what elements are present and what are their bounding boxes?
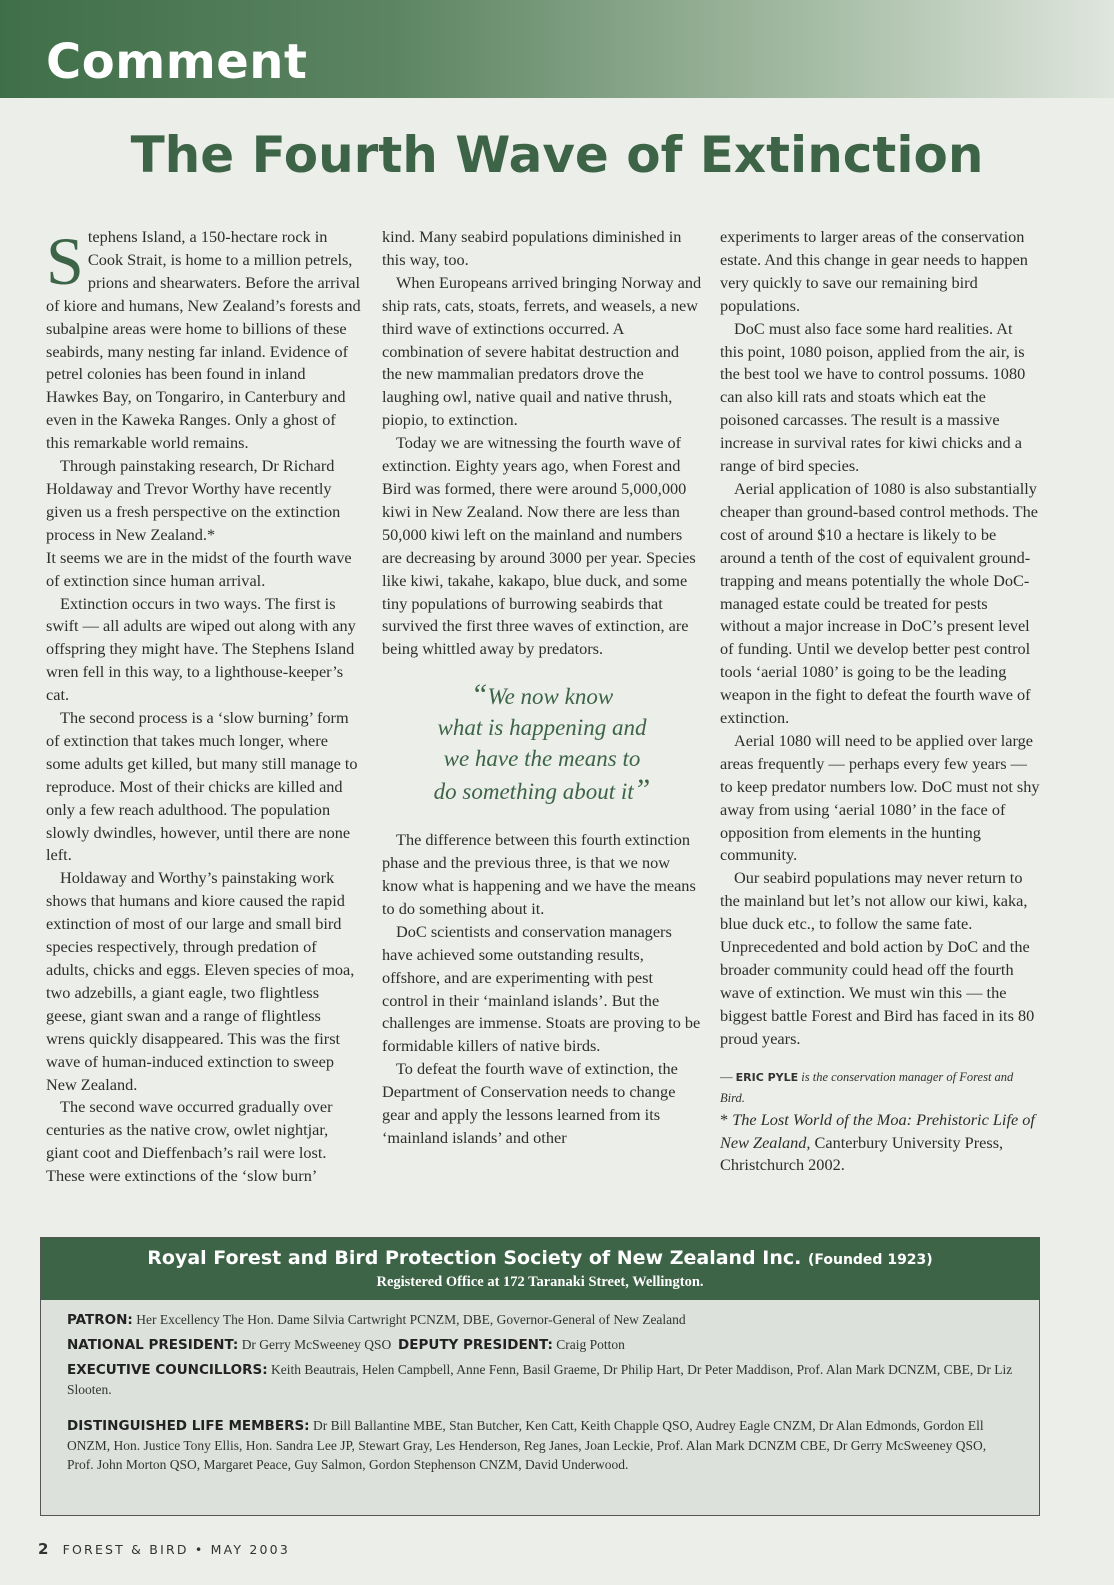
society-name-line [41, 1238, 1039, 1272]
publication-info: FOREST & BIRD • MAY 2003 [62, 1542, 290, 1557]
patron-label: PATRON: [67, 1312, 133, 1328]
page-number: 2 [38, 1540, 49, 1558]
society-founded: (Founded 1923) [807, 1252, 933, 1268]
paragraph: Stephens Island, a 150-hectare rock in Cook Strait, is home to a million petrels, prions and shearwaters. Before the arrival of kiore and humans, New Zealand’s forests and subalpine areas were home to billions of these seabirds, many nesting far inland. Evidence of petrel colonies has been found in inland Hawkes Bay, on Tongariro, in Canterbury and even in the Kaweka Ranges. Only a ghost of this remarkable world remains. [46, 223, 361, 453]
article-column-1 [46, 223, 362, 1188]
councillors-label: EXECUTIVE COUNCILLORS: [67, 1362, 268, 1378]
section-label: Comment [46, 34, 308, 90]
article-column-3 [720, 226, 1040, 1177]
author-signature [720, 1067, 1040, 1109]
footnote-publisher: Canterbury University Press, Christchurch 2002. [720, 1132, 1004, 1175]
paragraph: kind. Many seabird populations diminished in this way, too. [382, 227, 682, 269]
society-info-box [40, 1237, 1040, 1516]
president-value: Dr Gerry McSweeney QSO [241, 1337, 392, 1352]
society-name: Royal Forest and Bird Protection Society of New Zealand Inc. [147, 1247, 802, 1269]
patron-value: Her Excellency The Hon. Dame Silvia Cartwright PCNZM, DBE, Governor-General of New Zealand [136, 1312, 686, 1327]
paragraph: Aerial application of 1080 is also substantially cheaper than ground-based control methods. The cost of around $10 a hectare is likely to be around a tenth of the cost of equivalent ground-trapping and means potentially the whole DoC-managed estate could be treated for pests without a major increase in DoC’s present level of funding. Until we develop better pest control tools ‘aerial 1080’ is going to be the leading weapon in the fight to defeat the fourth wave of extinction. [720, 478, 1038, 728]
paragraph: It seems we are in the midst of the fourth wave of extinction since human arrival. [46, 547, 352, 590]
footnote-book: The Lost World of the Moa: Prehistoric Life of New Zealand, [720, 1109, 1035, 1152]
councillors-row [67, 1360, 1013, 1399]
president-label: NATIONAL PRESIDENT: [67, 1337, 239, 1353]
life-members-value: Dr Bill Ballantine MBE, Stan Butcher, Ken Catt, Keith Chapple QSO, Audrey Eagle CNZM, Dr Alan Edmonds, Gordon Ell ONZM, Hon. Justice Tony Ellis, Hon. Sandra Lee JP, Stewart Gray, Les Henderson, Reg Janes, Joan Leckie, Prof. Alan Mark DCNZM CBE, Dr Gerry McSweeney QSO, Prof. John Morton QSO, Margaret Peace, Guy Salmon, Gordon Stephenson CNZM, David Underwood. [67, 1418, 987, 1472]
pull-quote [382, 679, 702, 807]
pull-quote-line: do something about it [433, 779, 634, 805]
paragraph: To defeat the fourth wave of extinction, the Department of Conservation needs to change gear and apply the lessons learned from its ‘mainland islands’ and other [382, 1059, 678, 1147]
life-members-row [67, 1416, 1013, 1474]
author-role: is the conservation manager of Forest and Bird. [720, 1069, 1014, 1105]
footnote-marker: * [720, 1109, 729, 1129]
paragraph: The second wave occurred gradually over centuries as the native crow, owlet nightjar, giant coot and Dieffenbach’s rail were lost. These were extinctions of the ‘slow burn’ [46, 1097, 333, 1186]
paragraph: When Europeans arrived bringing Norway and ship rats, cats, stoats, ferrets, and weasels, a new third wave of extinctions occurred. A combination of severe habitat destruction and the new mammalian predators drove the laughing owl, native quail and native thrush, piopio, to extinction. [382, 272, 702, 430]
author-name: ERIC PYLE [735, 1070, 799, 1084]
president-row [67, 1335, 1013, 1355]
paragraph: Through painstaking research, Dr Richard Holdaway and Trevor Worthy have recently given us a fresh perspective on the extinction process in New Zealand.* [46, 456, 341, 544]
pull-quote-line: we have the means to [443, 746, 641, 772]
paragraph: Aerial 1080 will need to be applied over large areas frequently — perhaps every few years — to keep predator numbers low. DoC must not shy away from using ‘aerial 1080’ in the face of opposition from elements in the hunting community. [720, 730, 1040, 865]
paragraph: The difference between this fourth extinction phase and the previous three, is that we now know what is happening and we have the means to do something about it. [382, 830, 696, 918]
paragraph: Extinction occurs in two ways. The first is swift — all adults are wiped out along with any offspring they might have. The Stephens Island wren fell in this way, to a lighthouse-keeper’s cat. [46, 593, 356, 705]
deputy-value: Craig Potton [556, 1337, 625, 1352]
pull-quote-line: what is happening and [437, 715, 647, 741]
paragraph: The second process is a ‘slow burning’ form of extinction that takes much longer, where some adults get killed, but many still manage to reproduce. Most of their chicks are killed and only a few reach adulthood. The population slowly dwindles, however, until there are none left. [46, 708, 358, 865]
paragraph: Holdaway and Worthy’s painstaking work shows that humans and kiore caused the rapid extinction of most of our large and small bird species respectively, through predation of adults, chicks and eggs. Eleven species of moa, two adzebills, a giant eagle, two flightless geese, giant swan and a range of flightless wrens quickly disappeared. This was the first wave of human-induced extinction to sweep New Zealand. [46, 868, 355, 1094]
deputy-label: DEPUTY PRESIDENT: [398, 1337, 553, 1353]
paragraph: Today we are witnessing the fourth wave of extinction. Eighty years ago, when Forest and Bird was formed, there were around 5,000,000 kiwi in New Zealand. Now there are less than 50,000 kiwi left on the mainland and numbers are decreasing by around 3000 per year. Species like kiwi, takahe, kakapo, blue duck, and some tiny populations of burrowing seabirds that survived the first three waves of extinction, are being whittled away by predators. [382, 433, 696, 659]
paragraph: experiments to larger areas of the conservation estate. And this change in gear needs to happen very quickly to save our remaining bird populations. [720, 227, 1028, 315]
society-address: Registered Office at 172 Taranaki Street, Wellington. [376, 1274, 704, 1290]
patron-row [67, 1310, 1013, 1330]
paragraph: DoC must also face some hard realities. At this point, 1080 poison, applied from the air, is the best tool we have to control possums. 1080 can also kill rats and stoats which eat the poisoned carcasses. The result is a massive increase in survival rates for kiwi chicks and a range of bird species. [720, 318, 1026, 476]
section-banner [0, 0, 1114, 98]
article-title: The Fourth Wave of Extinction [130, 126, 984, 184]
society-header [41, 1238, 1039, 1300]
paragraph: DoC scientists and conservation managers have achieved some outstanding results, offshore, and are experimenting with pest control in their ‘mainland islands’. But the challenges are immense. Stoats are proving to be formidable killers of native birds. [382, 921, 701, 1056]
councillors-value: Keith Beautrais, Helen Campbell, Anne Fenn, Basil Graeme, Dr Philip Hart, Dr Peter Maddison, Prof. Alan Mark DCNZM, CBE, Dr Liz Slooten. [67, 1362, 1013, 1397]
society-officers [41, 1300, 1039, 1474]
footnote [720, 1109, 1040, 1178]
close-quote: ” [633, 773, 651, 807]
article-column-2 [382, 226, 702, 1150]
drop-cap: S [46, 223, 84, 299]
signature-dash: — [720, 1069, 733, 1084]
pull-quote-line: We now know [487, 684, 614, 710]
paragraph: Our seabird populations may never return to the mainland but let’s not allow our kiwi, kaka, blue duck etc., to follow the same fate. Unprecedented and bold action by DoC and the broader community could head off the fourth wave of extinction. We must win this — the biggest battle Forest and Bird has faced in its 80 proud years. [720, 868, 1035, 1048]
open-quote: “ [470, 678, 488, 712]
page-footer [38, 1540, 290, 1558]
life-members-label: DISTINGUISHED LIFE MEMBERS: [67, 1418, 310, 1434]
